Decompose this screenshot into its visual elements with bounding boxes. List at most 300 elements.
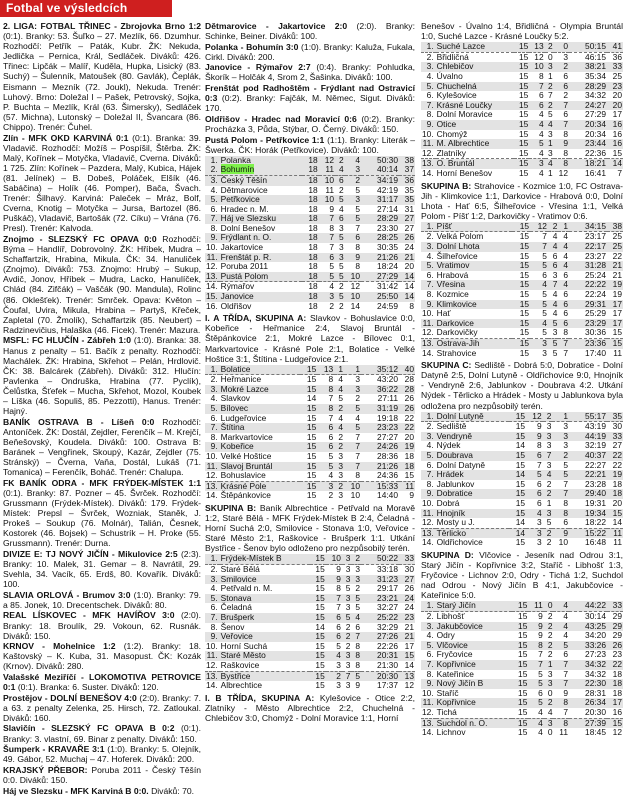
cell-rank: 7. [421, 660, 436, 670]
cell-played: 15 [515, 498, 526, 508]
cell-score: 50:30 [361, 156, 399, 166]
cell-score: 44:19 [569, 432, 607, 442]
cell-points: 28 [404, 374, 414, 385]
team-name: Slavkov [220, 393, 250, 404]
team-name: Úvalno [436, 70, 463, 81]
cell-draws: 2 [546, 537, 552, 548]
cell-played: 15 [512, 319, 530, 329]
cell-points: 15 [607, 339, 623, 349]
cell-wins: 5 [530, 261, 548, 271]
cell-score: 28:36 [377, 451, 398, 462]
team-name: Lichnov [436, 727, 466, 738]
cell-score: 31:42 [377, 281, 398, 292]
standings-table [205, 156, 415, 312]
cell-played: 15 [519, 231, 530, 242]
cell-rank: 10. [206, 242, 218, 253]
team-name: Kozmice [436, 289, 469, 300]
cell-score: 17:37 [377, 680, 398, 691]
cell-losses: 5 [355, 602, 360, 613]
result-paragraph [205, 135, 415, 155]
cell-draws: 6 [552, 250, 558, 261]
cell-draws: 2 [544, 698, 554, 708]
cell-score: 23:29 [569, 319, 607, 329]
cell-rank: 12. [206, 660, 218, 670]
cell-played: 15 [300, 442, 317, 452]
match-details: (0:4). Branky: Pohludka, Škorík – Holčák 4, Srom 2, Šašinka. Diváků: 100. [205, 62, 415, 83]
cell-draws: 1 [546, 498, 552, 508]
match-heading: Slavičín - SLEZSKÝ FC OPAVA B 0:2 [3, 723, 175, 734]
cell-played: 14 [509, 470, 526, 480]
cell-losses: 4 [558, 280, 569, 290]
cell-draws: 2 [334, 442, 344, 452]
cell-score: 35:12 [361, 365, 399, 375]
match-heading: Znojmo - SLEZSKÝ FC OPAVA 0:0 [3, 233, 157, 244]
result-paragraph [3, 478, 201, 549]
cell-rank: 9. [205, 632, 220, 642]
cell-points: 30 [612, 421, 622, 432]
table-row [205, 165, 415, 175]
cell-draws: 2 [548, 222, 559, 232]
cell-losses: 3 [355, 374, 360, 385]
cell-points: 20 [404, 431, 414, 442]
cell-played: 15 [306, 412, 317, 423]
cell-rank: 2. [210, 564, 218, 575]
cell-wins: 4 [329, 281, 335, 292]
cell-points: 11 [613, 537, 622, 548]
team-name: Dolní Lutyně [436, 410, 484, 421]
cell-score: 38:21 [569, 62, 607, 72]
cell-played: 15 [310, 661, 326, 671]
team-name: Frenštát p. R. [220, 251, 272, 262]
cell-losses: 3 [345, 195, 361, 205]
cell-played: 18 [302, 175, 318, 185]
cell-score: 28:31 [585, 687, 606, 698]
cell-draws: 3 [546, 459, 552, 470]
cell-played: 15 [512, 222, 530, 232]
cell-losses: 3 [355, 564, 360, 575]
match-heading: Pustá Polom - Petřkovice 1:1 [205, 134, 325, 145]
match-heading: 2. LIGA: FOTBAL TŘINEC - Zbrojovka Brno 1:2 [3, 21, 201, 31]
cell-team [436, 708, 512, 718]
match-heading: Dětmarovice - Jakartovice 2:0 [205, 21, 348, 31]
cell-points: 13 [399, 671, 415, 681]
cell-score: 23:21 [361, 594, 399, 604]
cell-losses: 8 [344, 471, 361, 481]
cell-losses: 8 [553, 698, 569, 708]
cell-wins: 6 [326, 613, 342, 623]
team-name: Bystřice [220, 670, 251, 681]
team-name: Smilovice [220, 573, 257, 584]
team-name: Břidličná [436, 51, 469, 62]
match-heading: SKUPINA C: [421, 360, 472, 371]
team-name: Otice [436, 118, 457, 129]
team-name: Chomýž [436, 128, 468, 139]
match-details: Rozhodčí: Antoníček. ŽK: Dostál, Zejdler, Ferenčík – M. Krejčí, Beňešovský, Koudela. Diváků: 100. Ostrava B: Baránek – Vengřinek, Skoupý, Kazár, Zejdler (75. Stránský) – Čverna, Vaňa, Dostál, Lukáš (71. Tomanica) – Ferenčík, Boháč. Trenér: Chalupa. [3, 416, 201, 478]
cell-losses: 7 [344, 462, 361, 472]
cell-wins: 6 [538, 687, 543, 698]
cell-points: 25 [607, 242, 623, 252]
cell-wins: 9 [536, 421, 542, 432]
team-name: Starý Jičín [436, 600, 476, 611]
cell-played: 15 [515, 478, 526, 489]
match-heading: Prostějov - DOLNÍ BENEŠOV 4:0 [3, 692, 137, 703]
cell-wins: 3 [530, 339, 548, 349]
cell-wins: 4 [530, 280, 548, 290]
cell-score: 31:17 [361, 195, 399, 205]
cell-played: 15 [518, 649, 528, 660]
cell-draws: 3 [338, 490, 344, 501]
cell-losses: 5 [345, 214, 361, 224]
cell-team [220, 272, 303, 282]
cell-played: 18 [308, 203, 318, 214]
match-heading: Frenštát pod Radhoštěm - Frýdlant nad Ostravicí 0:3 [205, 83, 415, 104]
cell-losses: 5 [344, 404, 361, 414]
cell-wins: 6 [319, 253, 335, 263]
cell-score: 24:26 [361, 442, 399, 452]
cell-losses: 3 [563, 51, 568, 62]
cell-wins: 3 [326, 661, 342, 671]
cell-losses: 1 [344, 365, 361, 375]
cell-draws: 3 [342, 575, 352, 585]
team-name: Brušperk [220, 612, 255, 623]
cell-played: 15 [514, 62, 529, 72]
team-name: Rýmařov [220, 281, 255, 292]
match-details: Benešov - Úvalno 1:4, Břidličná - Olympia Bruntál 1:0, Suché Lazce - Krásné Loučky 5:2. [421, 21, 623, 42]
team-name: Nový Jičín B [436, 678, 484, 689]
result-paragraph [421, 550, 623, 600]
cell-score: 22:22 [569, 280, 607, 290]
team-name: Kopřivnice [436, 659, 476, 669]
result-paragraph [421, 181, 623, 221]
cell-losses: 10 [558, 537, 568, 548]
cell-draws: 1 [547, 70, 553, 81]
cell-wins: 4 [538, 128, 544, 139]
cell-points: 12 [612, 727, 622, 738]
cell-draws: 5 [335, 272, 345, 282]
cell-draws: 2 [345, 621, 351, 632]
team-name: Dětmarovice [220, 184, 268, 195]
match-heading: Zlín - MFK OKD KARVINÁ 0:1 [3, 132, 129, 143]
cell-wins: 10 [326, 554, 342, 564]
team-name: Suchdol n. O. [436, 717, 488, 728]
match-details: Strahovice - Kozmice 1:0, FC Ostrava-Jih - Klimkovice 1:1, Darkovice - Hrabová 0:0, Dolní Lhota - Hať 6:5, Šilheřovice - Vřesina 1:1, Velká Polom - Píšť 1:2, Darkovičky - Vratimov 0:6. [421, 180, 624, 221]
cell-rank: 10. [206, 451, 218, 462]
cell-score: 30:14 [585, 611, 606, 622]
cell-losses: 10 [344, 481, 361, 491]
cell-points: 23 [399, 613, 415, 623]
cell-played: 15 [518, 727, 528, 738]
cell-wins: 9 [329, 203, 335, 214]
cell-played: 14 [515, 440, 526, 451]
team-name: Mosty u J. [436, 517, 475, 528]
cell-losses: 3 [351, 575, 361, 585]
cell-losses: 4 [558, 242, 569, 252]
cell-score: 23:23 [361, 423, 399, 433]
cell-rank: 10. [422, 498, 434, 508]
cell-rank: 2. [210, 374, 218, 385]
result-paragraph [3, 641, 201, 671]
cell-losses: 6 [355, 621, 360, 632]
table-row [421, 149, 623, 159]
cell-wins: 8 [317, 385, 334, 395]
cell-wins: 9 [336, 564, 341, 575]
cell-played: 18 [302, 272, 318, 282]
cell-wins: 6 [526, 489, 543, 499]
cell-team [220, 365, 301, 375]
team-name: Frýdlant n. O. [220, 232, 272, 243]
cell-wins: 8 [329, 222, 335, 233]
cell-draws: 4 [543, 470, 553, 480]
cell-played: 15 [512, 718, 528, 728]
cell-team [436, 601, 512, 611]
cell-points: 21 [404, 621, 414, 632]
cell-losses: 4 [553, 622, 569, 632]
cell-wins: 8 [328, 374, 334, 385]
cell-played: 15 [518, 128, 529, 139]
cell-losses: 7 [351, 632, 361, 642]
match-heading: Háj ve Slezsku - MFK Karviná B 0:0. [3, 785, 149, 796]
cell-score: 22:17 [569, 242, 607, 252]
cell-score: 18:22 [569, 518, 607, 528]
cell-score: 23:17 [585, 231, 606, 242]
cell-losses: 8 [355, 242, 360, 253]
cell-losses: 7 [344, 442, 361, 452]
cell-points: 22 [607, 451, 623, 461]
cell-losses: 4 [553, 601, 569, 611]
match-details: Vlčovice - Jeseník nad Odrou 3:1, Starý Jičín - Kopřivnice 3:2, Staříč - Libhošť 1:3, Fryčovice - Lichnov 2:0, Odry - Tichá 1:2, Suchdol nad Odrou - Nový Jičín B 4:1, Jakubčovice - Kateřinice 5:0. [421, 549, 624, 601]
cell-wins: 9 [526, 432, 543, 442]
cell-losses: 3 [345, 165, 361, 175]
cell-played: 15 [512, 622, 528, 632]
page-header-bar [0, 0, 625, 17]
result-paragraph [205, 62, 415, 82]
team-name: Strahovice [436, 347, 477, 358]
cell-rank: 11. [422, 697, 434, 708]
cell-points: 22 [612, 459, 622, 470]
cell-rank: 2. [426, 51, 434, 62]
cell-score: 27:26 [361, 632, 399, 642]
cell-points: 15 [399, 471, 415, 481]
cell-rank: 9. [421, 489, 436, 499]
cell-draws: 3 [334, 462, 344, 472]
match-heading: KRAJSKÝ PŘEBOR: [3, 764, 88, 775]
cell-draws: 5 [338, 261, 344, 272]
standings-table [421, 412, 623, 548]
cell-rank: 6. [426, 90, 434, 101]
cell-wins: 3 [526, 528, 543, 538]
cell-points: 19 [612, 289, 622, 300]
cell-score: 27:11 [377, 393, 398, 404]
cell-wins: 7 [319, 233, 335, 243]
cell-played: 15 [519, 308, 530, 319]
cell-rank: 7. [421, 470, 436, 480]
cell-wins: 7 [319, 214, 335, 224]
cell-played: 15 [310, 613, 326, 623]
team-name: Oldřišov [220, 300, 252, 311]
cell-losses: 5 [355, 184, 360, 195]
cell-wins: 11 [528, 601, 543, 611]
cell-wins: 4 [528, 708, 543, 718]
cell-wins: 9 [538, 630, 543, 641]
team-name: Český Těšín [220, 174, 268, 185]
cell-rank: 10. [422, 128, 434, 139]
cell-losses: 4 [563, 250, 568, 261]
table-row [205, 365, 415, 375]
cell-wins: 4 [538, 167, 544, 178]
cell-played: 15 [512, 698, 528, 708]
cell-rank: 5. [421, 82, 436, 92]
cell-draws: 2 [544, 622, 554, 632]
cell-draws: 4 [548, 242, 559, 252]
cell-team [220, 302, 303, 312]
team-name: Šilheřovice [436, 250, 478, 261]
result-paragraph [3, 234, 201, 335]
team-name: Zlatníky [436, 147, 466, 158]
match-details: Sedliště - Dobrá 5:0, Dobratice - Dolní Datyně 2:5, Dolní Lutyně - Oldřichovice 9:0, Hnojník - Vendryně 2:6, Jablunkov - Doubrava 4:2. Utkání Nýdek - Těrlicko a Hrádek - Mosty u Jablunkova byla odložena pro nezpůsobilý terén. [421, 360, 623, 411]
cell-draws: 6 [335, 175, 345, 185]
cell-losses: 8 [355, 640, 360, 651]
cell-played: 15 [518, 90, 529, 101]
team-name: Vendryně [436, 430, 473, 441]
team-name: Slavoj Bruntál [220, 460, 273, 471]
cell-played: 15 [518, 630, 528, 641]
cell-draws: 3 [342, 661, 352, 671]
cell-losses: 2 [355, 583, 360, 594]
team-name: Pustá Polom [220, 270, 269, 281]
cell-score: 19:18 [377, 412, 398, 423]
cell-rank: 8. [210, 431, 218, 442]
cell-losses: 0 [554, 42, 569, 52]
table-row [421, 708, 623, 718]
result-paragraph [205, 21, 415, 41]
cell-played: 15 [509, 509, 526, 519]
cell-points: 15 [607, 149, 623, 159]
team-name: Heřmanice [220, 374, 262, 385]
cell-wins: 7 [529, 82, 544, 92]
cell-losses: 2 [355, 393, 360, 404]
cell-rank: 12. [422, 706, 434, 717]
cell-rank: 14. [422, 167, 434, 178]
result-paragraph [205, 114, 415, 134]
cell-points: 18 [607, 679, 623, 689]
cell-score: 40:37 [569, 451, 607, 461]
cell-losses: 8 [351, 651, 361, 661]
result-paragraph [3, 723, 201, 743]
cell-score: 55:17 [569, 412, 607, 422]
cell-score: 25:24 [585, 269, 606, 280]
cell-score: 42:19 [377, 184, 398, 195]
team-name: Krásné Pole [220, 480, 267, 491]
team-name: Staré Bělá [220, 564, 260, 575]
cell-played: 15 [518, 167, 529, 178]
match-heading: SKUPINA B: [205, 503, 257, 513]
team-name: Štítina [220, 422, 245, 433]
result-paragraph [3, 335, 201, 416]
table-row [205, 681, 415, 691]
cell-draws: 0 [547, 51, 553, 62]
match-details: Baník Albrechtice - Petřvald na Moravě 1:2, Staré Bělá - MFK Frýdek-Místek B 2:4, Čeladná - Horní Suchá 2:0, Smilovice - Stonava 1:0, Veřovice - Staré Město 2:1, Raškovice - Brušperk 1:1. Utkání Bystřice - Šenov bylo odloženo pro nezpůsobilý terén. [205, 503, 416, 554]
cell-wins: 5 [336, 640, 341, 651]
cell-losses: 5 [553, 641, 569, 651]
cell-score: 46:15 [585, 51, 606, 62]
cell-rank: 8. [426, 109, 434, 120]
cell-points: 23 [607, 82, 623, 92]
cell-rank: 8. [210, 222, 218, 233]
cell-points: 26 [404, 393, 414, 404]
cell-rank: 12. [206, 470, 218, 481]
standings-table [205, 554, 415, 690]
team-name: Sedliště [436, 421, 467, 432]
cell-score: 31:28 [569, 261, 607, 271]
cell-rank: 14. [422, 537, 434, 548]
cell-played: 15 [512, 280, 530, 290]
cell-played: 18 [302, 156, 318, 166]
cell-losses: 11 [559, 727, 568, 738]
cell-rank: 11. [206, 650, 218, 661]
cell-losses: 8 [552, 509, 569, 519]
cell-score: 28:29 [569, 82, 607, 92]
result-paragraph [3, 417, 201, 478]
cell-draws: 5 [335, 233, 345, 243]
cell-score: 26:34 [569, 698, 607, 708]
cell-rank: 5. [205, 404, 220, 414]
cell-played: 15 [306, 374, 317, 385]
cell-score: 22:30 [569, 679, 607, 689]
standings-table [421, 601, 623, 737]
cell-rank: 3. [205, 175, 220, 185]
cell-played: 15 [512, 300, 530, 310]
cell-draws: 4 [552, 308, 558, 319]
cell-played: 15 [515, 459, 526, 470]
cell-points: 25 [612, 70, 622, 81]
cell-draws: 3 [547, 128, 553, 139]
cell-losses: 6 [554, 82, 569, 92]
cell-losses: 9 [355, 680, 360, 691]
cell-rank: 7. [205, 423, 220, 433]
cell-draws: 5 [548, 319, 559, 329]
cell-rank: 6. [210, 412, 218, 423]
cell-draws: 2 [342, 632, 352, 642]
match-details: (0:1). Branky: 87. Pozner – 45. Švrček. Rozhodčí: Grussmann (Frýdek-Místek). Diváků: 179. Frýdek-Místek: Prepsl – Švrček, Wozniak, Staněk, J. Prokeš – Soukup (76. Molnár), Talián, Česnek, Kostorek (46. Bojsek) – Schustrík – H. Proke (55. Grussmann). Trenér: Durna. [3, 487, 201, 549]
cell-draws: 3 [548, 328, 559, 338]
match-details: (1:1). Branky: Literák – Šwerka. ČK: Horák (Petřkovice). Diváků: 100. [205, 134, 416, 155]
cell-score: 27:23 [585, 649, 606, 660]
cell-wins: 9 [528, 622, 543, 632]
cell-score: 25:29 [585, 308, 606, 319]
cell-wins: 6 [317, 423, 334, 433]
cell-played: 15 [514, 120, 529, 130]
cell-played: 15 [306, 431, 317, 442]
team-name: Libhošť [436, 611, 465, 622]
cell-rank: 11. [206, 460, 218, 471]
cell-losses: 7 [552, 489, 569, 499]
match-details: (0:1). Branka: 39. Vladavič. Rozhodčí: Možíš – Pospíšil, Štěrba. ŽK: Malý, Kořínek – Motyčka, Vladavič, Cverna. Diváků: 1 725. Zlín: Kořínek – Pazdera, Malý, Kubica, Hájek (81. Jelínek) – B. Dobeš, Poláček, Elšík (46. Sabáčina) – Holík (46. Pomper), Bača, Švach. Trenér: Šilhavý. Karviná: Paleček – Mráz, Bolf, Cverna, Knotig – Motyčka – Jursa, Bartozel (86. Puškáč), Vladavič, Bartošák (72. Cíku) – Vrána (76. Presl). Trenér: Kalvoda. [3, 132, 201, 234]
cell-draws: 4 [545, 159, 554, 169]
cell-draws: 2 [338, 281, 344, 292]
team-name: Bílovec [220, 403, 249, 414]
cell-draws: 2 [547, 611, 553, 622]
cell-points: 26 [404, 583, 414, 594]
cell-draws: 4 [552, 289, 558, 300]
cell-wins: 6 [542, 269, 547, 280]
match-details: (2:0). Branky: 18. Broulík, 29. Vokoun, 62. Rusnák. Diváků: 150. [3, 610, 201, 641]
table-row [205, 554, 415, 564]
cell-points: 21 [399, 253, 415, 263]
cell-losses: 7 [563, 668, 568, 679]
match-heading: Polanka - Bohumín 3:0 [205, 41, 299, 52]
result-paragraph [3, 133, 201, 234]
cell-played: 15 [310, 632, 326, 642]
